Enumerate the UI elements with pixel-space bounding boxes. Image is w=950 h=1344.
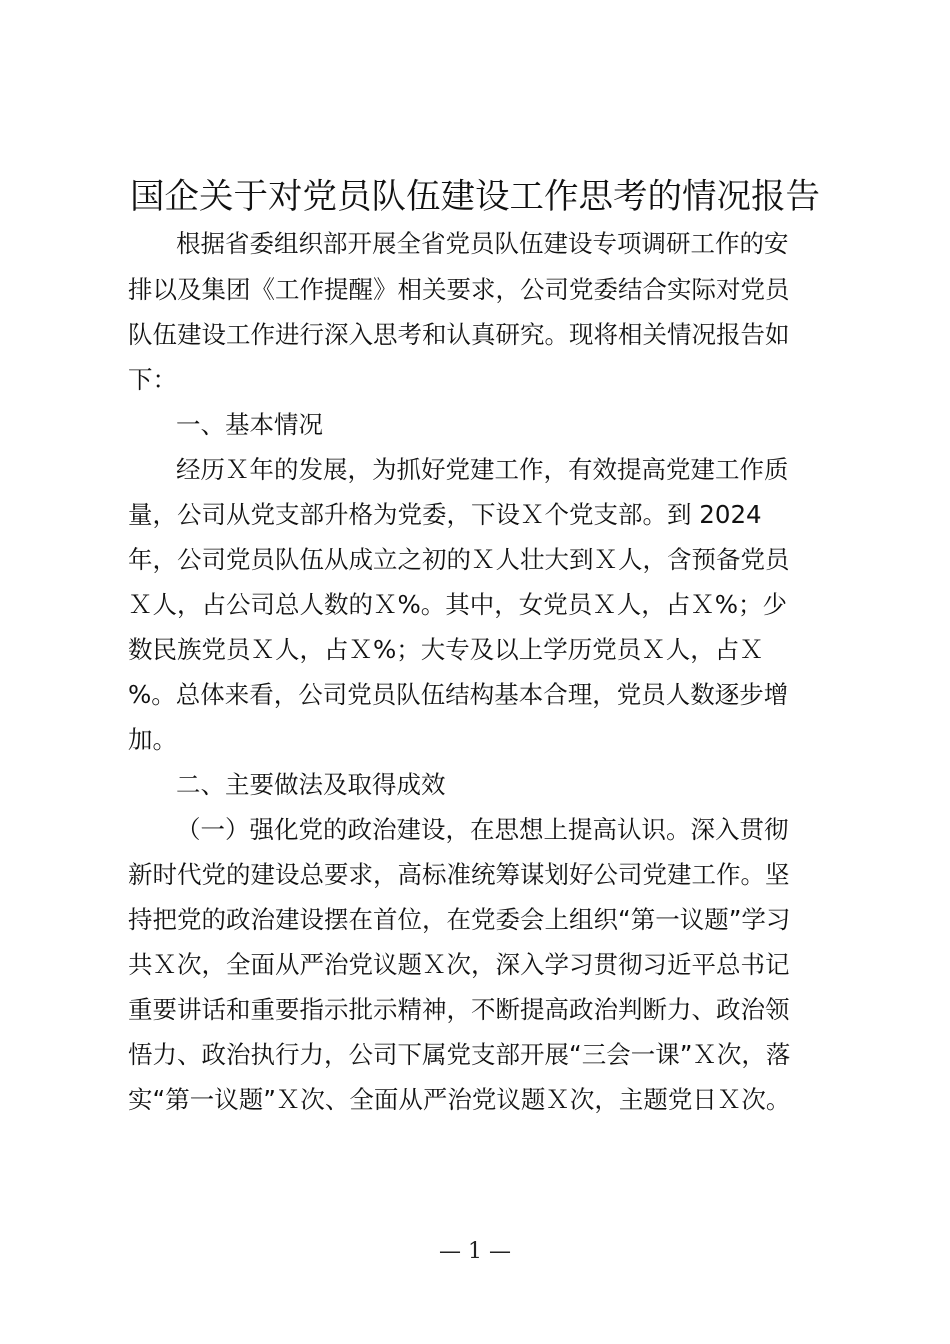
- paragraph-line: Ｘ人，占公司总人数的Ｘ%。其中，女党员Ｘ人，占Ｘ%；少: [128, 590, 788, 619]
- paragraph-line: 重要讲话和重要指示批示精神，不断提高政治判断力、政治领: [128, 995, 790, 1024]
- paragraph-line: 下：: [128, 365, 177, 394]
- paragraph-line: 数民族党员Ｘ人，占Ｘ%；大专及以上学历党员Ｘ人，占Ｘ: [128, 635, 764, 664]
- paragraph-line: %。总体来看，公司党员队伍结构基本合理，党员人数逐步增: [128, 680, 789, 709]
- paragraph-line: 新时代党的建设总要求，高标准统筹谋划好公司党建工作。坚: [128, 860, 790, 889]
- paragraph-line: （一）强化党的政治建设，在思想上提高认识。深入贯彻: [176, 815, 789, 844]
- section-heading: 二、主要做法及取得成效: [176, 770, 446, 799]
- paragraph-line: 量，公司从党支部升格为党委，下设Ｘ个党支部。到 2024: [128, 500, 762, 529]
- section-heading: 一、基本情况: [176, 410, 323, 439]
- paragraph-line: 经历Ｘ年的发展，为抓好党建工作，有效提高党建工作质: [176, 455, 789, 484]
- paragraph-line: 持把党的政治建设摆在首位，在党委会上组织“第一议题”学习: [128, 905, 791, 934]
- paragraph-line: 加。: [128, 725, 177, 754]
- paragraph-line: 排以及集团《工作提醒》相关要求，公司党委结合实际对党员: [128, 275, 790, 304]
- paragraph-line: 根据省委组织部开展全省党员队伍建设专项调研工作的安: [176, 229, 789, 258]
- paragraph-line: 年，公司党员队伍从成立之初的Ｘ人壮大到Ｘ人，含预备党员: [128, 545, 790, 574]
- document-title: 国企关于对党员队伍建设工作思考的情况报告: [130, 177, 820, 217]
- paragraph-line: 实“第一议题”Ｘ次、全面从严治党议题Ｘ次，主题党日Ｘ次。: [128, 1085, 791, 1114]
- paragraph-line: 共Ｘ次，全面从严治党议题Ｘ次，深入学习贯彻习近平总书记: [128, 950, 790, 979]
- paragraph-line: 队伍建设工作进行深入思考和认真研究。现将相关情况报告如: [128, 320, 790, 349]
- paragraph-line: 悟力、政治执行力，公司下属党支部开展“三会一课”Ｘ次，落: [128, 1040, 791, 1069]
- page-number: — 1 —: [439, 1239, 511, 1264]
